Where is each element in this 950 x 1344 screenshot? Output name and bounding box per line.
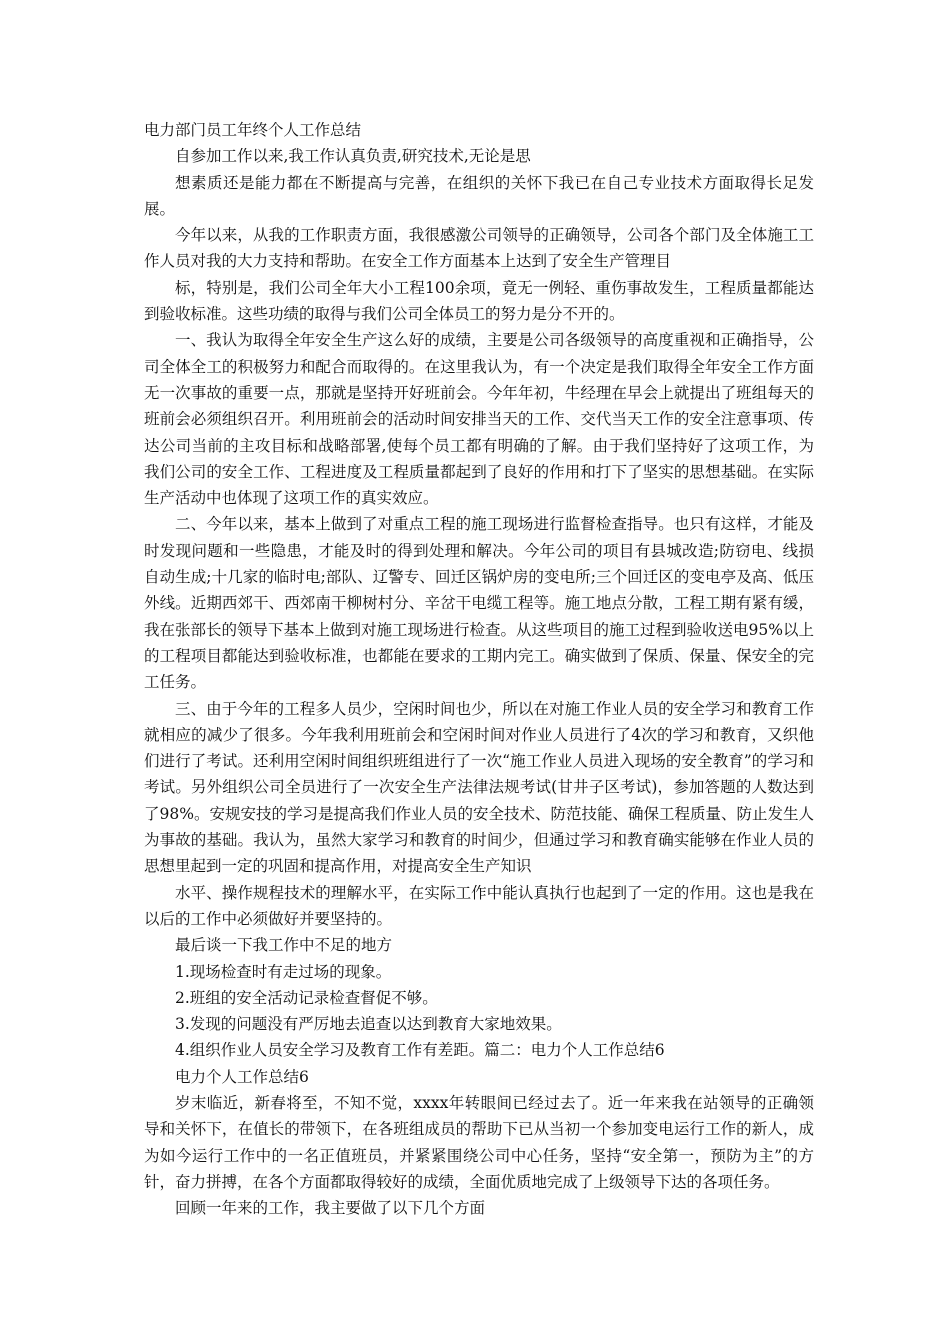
paragraph-level: 水平、操作规程技术的理解水平，在实际工作中能认真执行也起到了一定的作用。这也是我在以后的工作中必须做好并要坚持的。 [144,883,814,928]
list-item-shortcoming-4: 4.组织作业人员安全学习及教育工作有差距。篇二：电力个人工作总结6 [175,1041,665,1060]
paragraph-year-end: 岁末临近，新春将至，不知不觉，xxxx年转眼间已经过去了。近一年来我在站领导的正确领导和关怀下，在值长的带领下，在各班组成员的帮助下已从当初一个参加变电运行工作的新人，成为如今运行工作中的一名正值班员，并紧紧围绕公司中心任务，坚持“安全第一，预防为主”的方针，奋力拼搏，在各个方面都取得较好的成绩，全面优质地完成了上级领导下达的各项任务。 [144,1093,814,1191]
paragraph-intro: 自参加工作以来,我工作认真负责,研究技术,无论是思 [175,147,531,166]
list-item-shortcoming-1: 1.现场检查时有走过场的现象。 [175,962,392,981]
paragraph-point-one: 一、我认为取得全年安全生产这么好的成绩，主要是公司各级领导的高度重视和正确指导，公司全体全工的积极努力和配合而取得的。在这里我认为，有一个决定是我们取得全年安全工作方面无一次事故的重要一点，那就是坚持开好班前会。今年年初，牛经理在早会上就提出了班组每天的班前会必须组织召开。利用班前会的活动时间安排当天的工作、交代当天工作的安全注意事项、传达公司当前的主攻目标和战略部署,使每个员工都有明确的了解。由于我们坚持好了这项工作，为我们公司的安全工作、工程进度及工程质量都起到了良好的作用和打下了坚实的思想基础。在实际生产活动中也体现了这项工作的真实效应。 [144,331,814,508]
document-title: 电力部门员工年终个人工作总结 [144,121,362,139]
paragraph-goal: 标，特别是，我们公司全年大小工程100余项，竟无一例轻、重伤事故发生，工程质量都能达到验收标准。这些功绩的取得与我们公司全体员工的努力是分不开的。 [144,278,814,324]
paragraph-review: 回顾一年来的工作，我主要做了以下几个方面 [175,1199,486,1218]
paragraph-shortcomings-heading: 最后谈一下我工作中不足的地方 [175,936,393,955]
paragraph-thanks: 今年以来，从我的工作职责方面，我很感激公司领导的正确领导，公司各个部门及全体施工工作人员对我的大力支持和帮助。在安全工作方面基本上达到了安全生产管理目 [144,226,814,271]
section-two-title: 电力个人工作总结6 [175,1067,309,1086]
document-body [144,117,814,1221]
list-item-shortcoming-3: 3.发现的问题没有严厉地去追查以达到教育大家地效果。 [175,1015,562,1034]
paragraph-intro-continued: 想素质还是能力都在不断提高与完善，在组织的关怀下我已在自己专业技术方面取得长足发展。 [144,173,814,218]
paragraph-point-three: 三、由于今年的工程多人员少，空闲时间也少，所以在对施工作业人员的安全学习和教育工作就相应的减少了很多。今年我利用班前会和空闲时间对作业人员进行了4次的学习和教育，又织他们进行了考试。还利用空闲时间组织班组进行了一次“施工作业人员进入现场的安全教育”的学习和考试。另外组织公司全员进行了一次安全生产法律法规考试(甘井子区考试)，参加答题的人数达到了98%。安规安技的学习是提高我们作业人员的安全技术、防范技能、确保工程质量、防止发生人为事故的基础。我认为，虽然大家学习和教育的时间少，但通过学习和教育确实能够在作业人员的思想里起到一定的巩固和提高作用，对提高安全生产知识 [144,699,814,876]
list-item-shortcoming-2: 2.班组的安全活动记录检查督促不够。 [175,988,438,1007]
paragraph-point-two: 二、今年以来，基本上做到了对重点工程的施工现场进行监督检查指导。也只有这样，才能及时发现问题和一些隐患，才能及时的得到处理和解决。今年公司的项目有县城改造;防窃电、线损自动生成;十几家的临时电;部队、辽警专、回迁区锅炉房的变电所;三个回迁区的变电亭及高、低压外线。近期西郊干、西郊南干柳树村分、辛岔干电缆工程等。施工地点分散，工程工期有紧有缓，我在张部长的领导下基本上做到对施工现场进行检查。从这些项目的施工过程到验收送电95%以上的工程项目都能达到验收标准，也都能在要求的工期内完工。确实做到了保质、保量、保安全的完工任务。 [144,515,814,692]
